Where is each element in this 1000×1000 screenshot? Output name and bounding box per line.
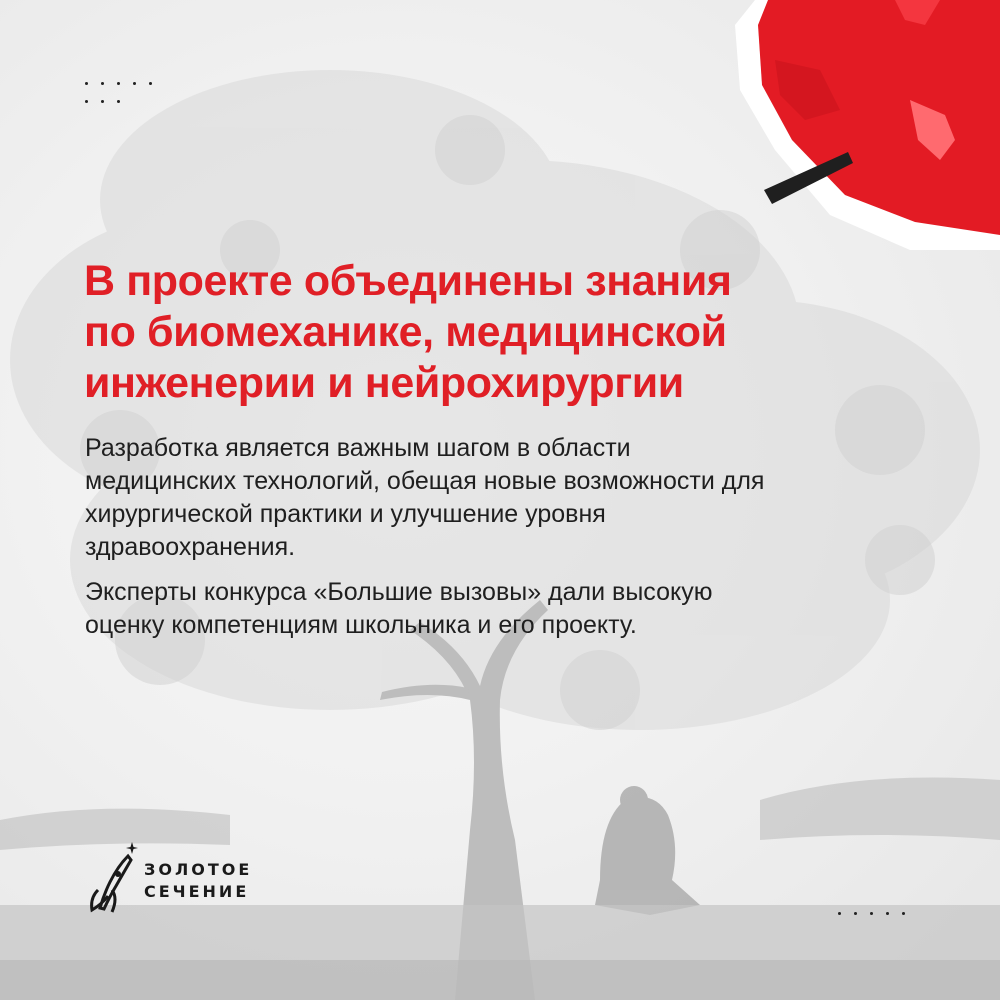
body-paragraph-1 [85,432,945,564]
logo-line-2: СЕЧЕНИЕ [144,882,250,901]
body-paragraph-1-line-2: медицинских технологий, обещая новые возможности для [85,467,765,495]
body-paragraph-1-line-3: хирургической практики и улучшение уровня [85,500,606,528]
body-paragraph-1-line-4: здравоохранения. [85,533,296,561]
headline-line-3: инженерии и нейрохирургии [84,359,684,407]
logo-wordmark [144,859,252,903]
body-paragraph-1-line-1: Разработка является важным шагом в области [85,434,631,462]
body-paragraph-2-line-1: Эксперты конкурса «Большие вызовы» дали высокую [85,578,713,606]
red-apple-illustration [680,0,1000,250]
body-paragraph-2-line-2: оценку компетенциям школьника и его проекту. [85,611,637,639]
logo-line-1: ЗОЛОТОЕ [144,860,253,879]
headline-line-2: по биомеханике, медицинской [84,308,727,356]
headline-line-1: В проекте объединены знания [84,257,732,305]
body-paragraph-2 [85,576,945,642]
decorative-dots-top [85,82,152,103]
body-text [85,432,945,654]
decorative-dots-bottom [838,912,905,915]
headline [84,256,964,409]
rocket-pen-icon [88,838,140,918]
logo [88,838,258,928]
